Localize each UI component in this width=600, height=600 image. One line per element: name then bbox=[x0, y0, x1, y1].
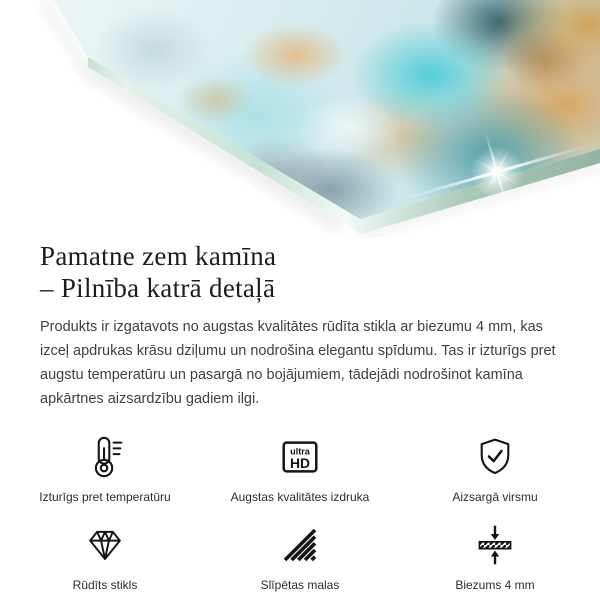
feature-label: Aizsargā virsmu bbox=[452, 490, 538, 504]
feature-label: Slīpētas malas bbox=[260, 578, 340, 592]
feature-label: Augstas kvalitātes izdruka bbox=[230, 490, 370, 504]
ultra-hd-icon-text-top: ultra bbox=[290, 446, 310, 457]
diamond-icon bbox=[83, 521, 127, 569]
page-title-line2: – Pilnība katrā detaļā bbox=[40, 273, 276, 303]
feature-item-tempered-glass bbox=[15, 521, 195, 592]
page-title bbox=[40, 240, 560, 304]
feature-item-thickness bbox=[405, 521, 585, 592]
hero-product-image bbox=[0, 0, 600, 238]
page-title-line1: Pamatne zem kamīna bbox=[40, 241, 277, 271]
feature-item-temperature bbox=[15, 433, 195, 504]
feature-item-surface-protection bbox=[405, 433, 585, 504]
thermometer-icon bbox=[82, 433, 128, 481]
ultra-hd-icon-text-bottom: HD bbox=[289, 455, 311, 472]
feature-item-print-quality bbox=[210, 433, 390, 504]
feature-grid bbox=[0, 433, 600, 592]
feature-item-polished-edges bbox=[210, 521, 390, 592]
product-info-section bbox=[0, 240, 600, 411]
shield-check-icon bbox=[473, 433, 517, 481]
ultra-hd-icon bbox=[277, 433, 323, 481]
feature-label: Biezums 4 mm bbox=[455, 578, 535, 592]
feature-label: Izturīgs pret temperatūru bbox=[39, 490, 171, 504]
beveled-edge-icon bbox=[280, 521, 320, 569]
thickness-icon bbox=[473, 521, 517, 569]
feature-label: Rūdīts stikls bbox=[72, 578, 138, 592]
product-description: Produkts ir izgatavots no augstas kvalitātes rūdīta stikla ar biezumu 4 mm, kas izceļ apdrukas krāsu dziļumu un nodrošina elegantu spīdumu. Tas ir izturīgs pret augstu temperatūru un pasargā no bojājumiem, tādejādi nodrošinot kamīna apkārtnes aizsardzību gadiem ilgi. bbox=[40, 319, 556, 407]
